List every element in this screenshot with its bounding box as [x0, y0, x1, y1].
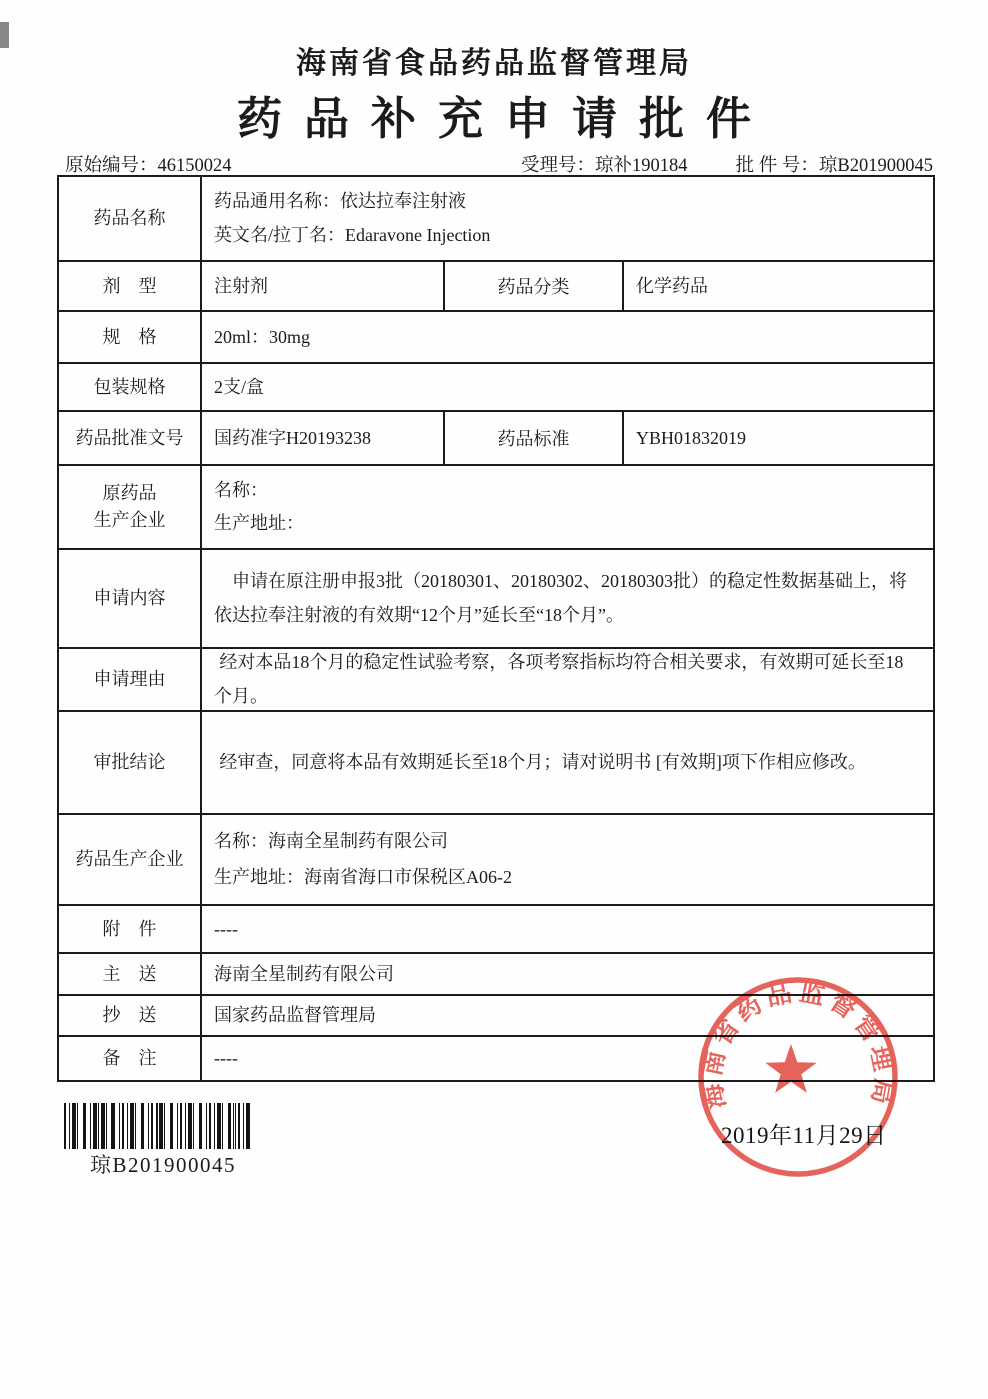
- row-dosage-form: [59, 260, 933, 310]
- attachment-label: 附 件: [59, 906, 202, 952]
- copy-recipient-label: 抄 送: [59, 996, 202, 1035]
- attachment-value: ----: [214, 918, 238, 939]
- manufacturer-label: 药品生产企业: [59, 815, 202, 904]
- approval-conclusion-text: 经审查，同意将本品有效期延长至18个月；请对说明书 [有效期]项下作相应修改。: [219, 751, 866, 772]
- row-application-reason: [59, 647, 933, 710]
- acceptance-number: [521, 151, 688, 177]
- original-manufacturer-label: [59, 466, 202, 548]
- remarks-value: ----: [214, 1048, 238, 1068]
- drug-standard-label: 药品标准: [445, 412, 624, 464]
- row-application-content: [59, 548, 933, 647]
- application-reason-cell: [202, 649, 933, 710]
- remarks-label: 备 注: [59, 1037, 202, 1080]
- approval-conclusion-label: 审批结论: [59, 712, 202, 813]
- drug-name-label: 药品名称: [59, 177, 202, 260]
- original-number: [65, 151, 232, 177]
- row-drug-name: [59, 177, 933, 260]
- barcode: [64, 1103, 251, 1149]
- approval-number-label: 批 件 号：: [735, 156, 819, 176]
- approval-number: [736, 151, 933, 177]
- seal-text: 海南省药品监督管理局: [698, 979, 898, 1112]
- row-manufacturer: [59, 813, 933, 904]
- pack-spec-value: 2支/盒: [214, 376, 265, 397]
- manufacturer-cell: [202, 815, 933, 904]
- row-original-manufacturer: [59, 464, 933, 548]
- drug-category-label: 药品分类: [445, 262, 624, 310]
- star-icon: [765, 1044, 816, 1093]
- original-manufacturer-cell: [202, 466, 933, 548]
- document-title: 药品补充申请批件: [236, 94, 773, 144]
- drug-standard-value: YBH01832019: [636, 427, 747, 448]
- original-manufacturer-address: 生产地址：: [214, 513, 304, 533]
- row-specification: [59, 310, 933, 362]
- original-manufacturer-name: 名称：: [214, 480, 268, 500]
- application-content-cell: [202, 550, 933, 647]
- seal-graphic: [692, 971, 904, 1183]
- approval-doc-value: 国药准字H20193238: [202, 412, 445, 464]
- row-attachment: [59, 904, 933, 952]
- application-content-label: 申请内容: [59, 550, 202, 647]
- application-reason-text: 经对本品18个月的稳定性试验考察，各项考察指标均符合相关要求，有效期可延长至18个月。: [214, 652, 904, 706]
- row-approval-conclusion: [59, 710, 933, 813]
- svg-text:海南省药品监督管理局: [698, 978, 898, 1111]
- drug-name-cell: [202, 177, 933, 260]
- barcode-text: 琼B201900045: [90, 1153, 237, 1177]
- original-number-value: 46150024: [157, 156, 232, 176]
- specification-label: 规 格: [59, 312, 202, 362]
- row-approval-doc-number: [59, 410, 933, 464]
- application-reason-label: 申请理由: [59, 649, 202, 710]
- pack-spec-label: 包装规格: [59, 364, 202, 410]
- main-recipient-value: 海南全星制药有限公司: [214, 963, 394, 984]
- drug-category-value: 化学药品: [636, 275, 708, 296]
- original-number-label: 原始编号：: [65, 156, 158, 176]
- application-content-text: 申请在原注册申报3批（20180301、20180302、20180303批）的稳定性数据基础上，将依达拉奉注射液的有效期“12个月”延长至“18个月”。: [214, 571, 907, 625]
- original-manufacturer-label-line1: 原药品: [102, 483, 157, 503]
- drug-english-name: 英文名/拉丁名：Edaravone Injection: [214, 224, 491, 245]
- original-manufacturer-label-line2: 生产企业: [93, 510, 166, 530]
- official-seal: [692, 971, 904, 1183]
- acceptance-number-value: 琼补190184: [595, 156, 688, 176]
- manufacturer-address: 生产地址：海南省海口市保税区A06-2: [214, 867, 512, 888]
- manufacturer-name: 名称：海南全星制药有限公司: [214, 830, 448, 851]
- row-pack-spec: [59, 362, 933, 410]
- copy-recipient-value: 国家药品监督管理局: [214, 1005, 376, 1025]
- approval-doc-label: 药品批准文号: [59, 412, 202, 464]
- dosage-form-label: 剂 型: [59, 262, 202, 310]
- specification-value: 20ml：30mg: [214, 326, 311, 347]
- acceptance-number-label: 受理号：: [521, 156, 596, 176]
- approval-date: 2019年11月29日: [721, 1123, 887, 1148]
- approval-table: [57, 175, 935, 1082]
- approval-number-value: 琼B201900045: [818, 156, 933, 176]
- document-numbers-row: [57, 151, 935, 176]
- approval-conclusion-cell: [202, 712, 933, 813]
- dosage-form-value: 注射剂: [202, 262, 445, 310]
- drug-generic-name: 药品通用名称：依达拉奉注射液: [214, 191, 466, 212]
- issuing-authority: 海南省食品药品监督管理局: [296, 47, 692, 80]
- main-recipient-label: 主 送: [59, 954, 202, 994]
